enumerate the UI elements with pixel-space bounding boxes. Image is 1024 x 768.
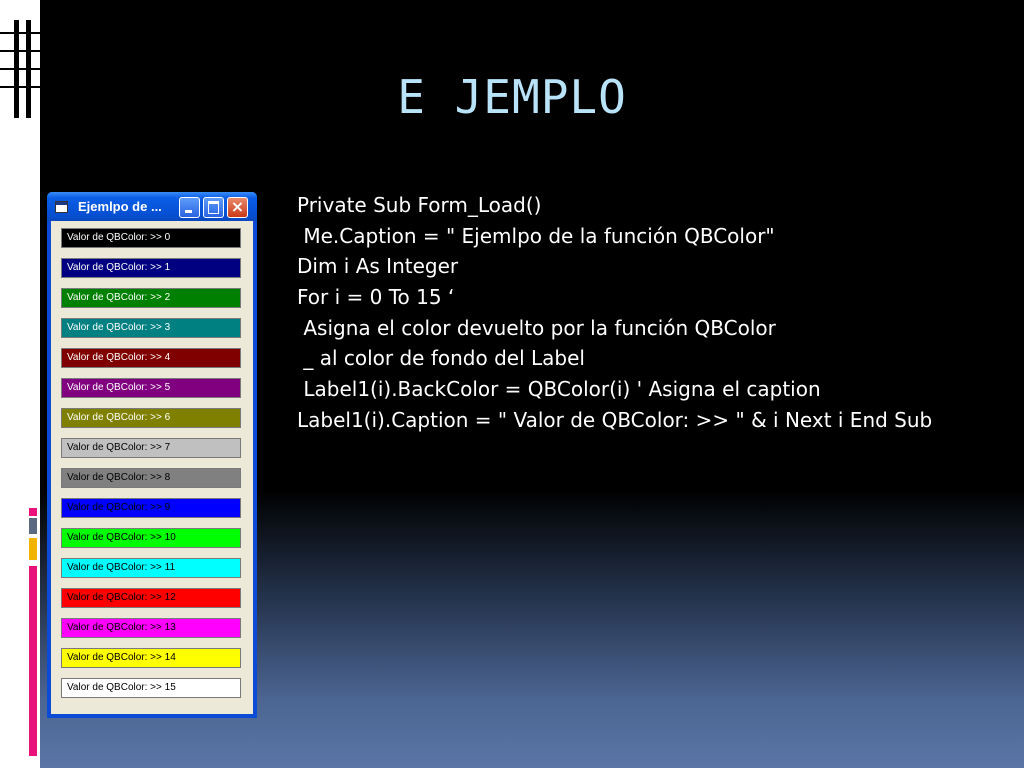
qbcolor-label-12: Valor de QBColor: >> 12 bbox=[61, 588, 241, 608]
vb-form-window[interactable] bbox=[47, 192, 257, 718]
code-line: For i = 0 To 15 ‘ bbox=[297, 285, 455, 310]
accent-bar-gray bbox=[29, 518, 37, 534]
qbcolor-label-0: Valor de QBColor: >> 0 bbox=[61, 228, 241, 248]
code-line: Label1(i).BackColor = QBColor(i) ' Asigna el caption bbox=[297, 377, 821, 402]
qbcolor-label-15: Valor de QBColor: >> 15 bbox=[61, 678, 241, 698]
qbcolor-label-13: Valor de QBColor: >> 13 bbox=[61, 618, 241, 638]
qbcolor-label-8: Valor de QBColor: >> 8 bbox=[61, 468, 241, 488]
code-line: Private Sub Form_Load() bbox=[297, 193, 542, 217]
qbcolor-label-10: Valor de QBColor: >> 10 bbox=[61, 528, 241, 548]
code-line: Asigna el color devuelto por la función QBColor bbox=[297, 315, 776, 340]
code-line: _ al color de fondo del Label bbox=[297, 346, 585, 371]
window-title: Ejemlpo de ... bbox=[78, 199, 162, 214]
window-titlebar[interactable] bbox=[47, 192, 257, 221]
code-line: Me.Caption = " Ejemlpo de la función QBColor" bbox=[297, 223, 775, 248]
code-block bbox=[297, 190, 1017, 436]
qbcolor-label-1: Valor de QBColor: >> 1 bbox=[61, 258, 241, 278]
qbcolor-label-11: Valor de QBColor: >> 11 bbox=[61, 558, 241, 578]
close-icon: × bbox=[230, 197, 245, 216]
close-button[interactable] bbox=[227, 197, 248, 218]
accent-bar-pink bbox=[29, 566, 37, 756]
qbcolor-label-9: Valor de QBColor: >> 9 bbox=[61, 498, 241, 518]
qbcolor-label-5: Valor de QBColor: >> 5 bbox=[61, 378, 241, 398]
code-line: Dim i As Integer bbox=[297, 254, 459, 279]
qbcolor-label-14: Valor de QBColor: >> 14 bbox=[61, 648, 241, 668]
qbcolor-label-7: Valor de QBColor: >> 7 bbox=[61, 438, 241, 458]
code-line: Label1(i).Caption = " Valor de QBColor: >> " & i Next i End Sub bbox=[297, 407, 933, 432]
qbcolor-label-3: Valor de QBColor: >> 3 bbox=[61, 318, 241, 338]
qbcolor-label-4: Valor de QBColor: >> 4 bbox=[61, 348, 241, 368]
form-icon[interactable] bbox=[55, 201, 68, 213]
minimize-button[interactable] bbox=[179, 197, 200, 218]
accent-bar-pink-top bbox=[29, 508, 37, 516]
accent-bar-yellow bbox=[29, 538, 37, 560]
qbcolor-label-6: Valor de QBColor: >> 6 bbox=[61, 408, 241, 428]
qbcolor-label-2: Valor de QBColor: >> 2 bbox=[61, 288, 241, 308]
form-client-area bbox=[51, 221, 253, 714]
maximize-button[interactable] bbox=[203, 197, 224, 218]
slide-title: E JEMPLO bbox=[397, 70, 627, 124]
